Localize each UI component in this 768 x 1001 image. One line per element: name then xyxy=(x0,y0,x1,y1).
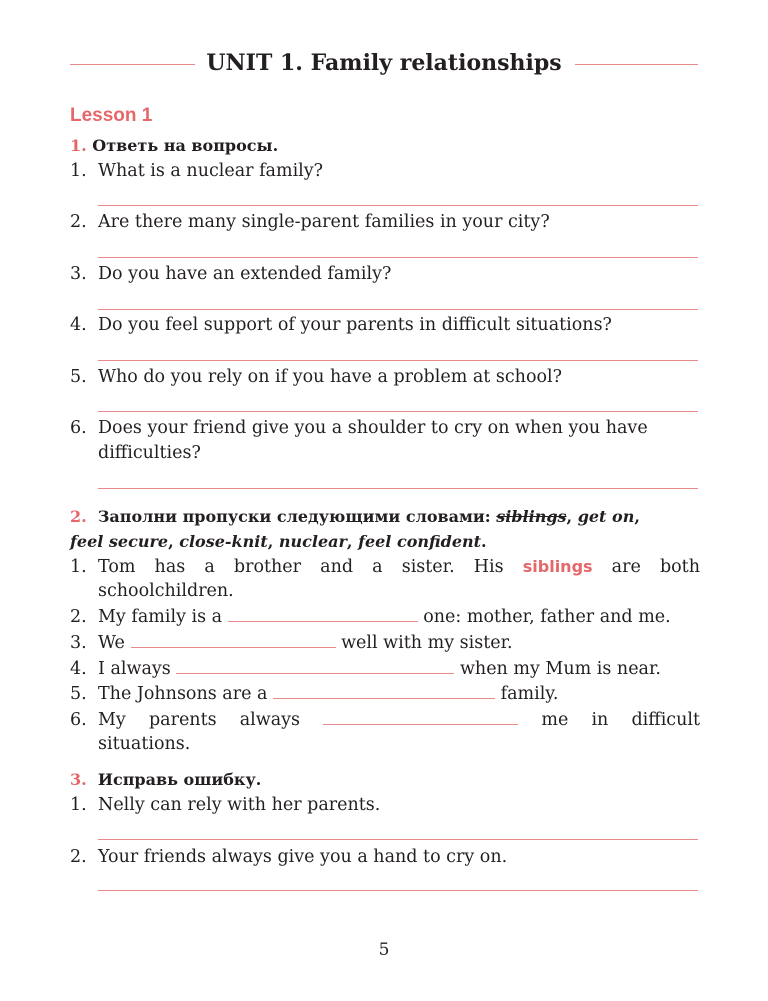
word-option: feel secure xyxy=(70,532,169,551)
sentence-5: 5. The Johnsons are a family. xyxy=(70,681,700,707)
word-option: feel confident xyxy=(358,532,482,551)
question-1: 1. What is a nuclear family? xyxy=(70,161,324,181)
blank-gap[interactable] xyxy=(228,604,418,622)
exercise-2-heading-cont: feel secure, close-knit, nuclear, feel confident. xyxy=(70,532,487,551)
filled-answer: siblings xyxy=(522,557,593,576)
blank-gap[interactable] xyxy=(176,656,454,674)
sentence-3: 3. We well with my sister. xyxy=(70,630,700,656)
unit-title: UNIT 1. Family relationships xyxy=(0,47,768,79)
sentence-6: 6. My parents always me in difficult xyxy=(70,707,700,733)
sentence-6-cont: situations. xyxy=(98,734,191,754)
question-4: 4. Do you feel support of your parents in difficult situations? xyxy=(70,315,612,335)
correction-line-2[interactable] xyxy=(98,890,698,891)
answer-line-1[interactable] xyxy=(98,205,698,206)
exercise-instruction: Ответь на вопросы. xyxy=(92,136,279,155)
question-3: 3. Do you have an extended family? xyxy=(70,264,392,284)
word-option: nuclear xyxy=(278,532,347,551)
word-option: get on xyxy=(577,507,635,526)
answer-line-3[interactable] xyxy=(98,309,698,310)
answer-line-6[interactable] xyxy=(98,488,698,489)
sentence-2: 2. My family is a one: mother, father and me. xyxy=(70,604,700,630)
exercise-number: 3. xyxy=(70,770,87,789)
exercise-number: 2. xyxy=(70,507,87,526)
exercise-instruction: Исправь ошибку. xyxy=(97,770,262,789)
exercise-2-heading: 2. Заполни пропуски следующими словами: siblings, get on, xyxy=(70,507,640,526)
sentence-1: 1. Tom has a brother and a sister. His siblings are both xyxy=(70,557,700,577)
word-option: siblings xyxy=(496,507,567,526)
question-5: 5. Who do you rely on if you have a problem at school? xyxy=(70,367,562,387)
exercise-1-heading xyxy=(70,133,700,158)
blank-gap[interactable] xyxy=(273,681,495,699)
exercise-number: 1. xyxy=(70,136,87,155)
sentence-1-cont: schoolchildren. xyxy=(98,581,234,601)
page-number: 5 xyxy=(378,940,390,960)
word-option: close-knit xyxy=(179,532,268,551)
blank-gap[interactable] xyxy=(323,707,518,725)
answer-line-4[interactable] xyxy=(98,360,698,361)
sentence-4: 4. I always when my Mum is near. xyxy=(70,656,700,682)
question-2: 2. Are there many single-parent families in your city? xyxy=(70,212,550,232)
correction-line-1[interactable] xyxy=(98,839,698,840)
question-6: 6. Does your friend give you a shoulder to cry on when you have xyxy=(70,418,648,438)
answer-line-5[interactable] xyxy=(98,411,698,412)
wrong-sentence-1: 1. Nelly can rely with her parents. xyxy=(70,795,381,815)
answer-line-2[interactable] xyxy=(98,257,698,258)
exercise-3-heading xyxy=(70,767,700,792)
lesson-title: Lesson 1 xyxy=(70,105,153,126)
wrong-sentence-2: 2. Your friends always give you a hand to cry on. xyxy=(70,847,508,867)
question-6-cont: difficulties? xyxy=(98,443,201,463)
exercise-instruction: Заполни пропуски следующими словами: xyxy=(97,507,491,526)
blank-gap[interactable] xyxy=(131,630,336,648)
